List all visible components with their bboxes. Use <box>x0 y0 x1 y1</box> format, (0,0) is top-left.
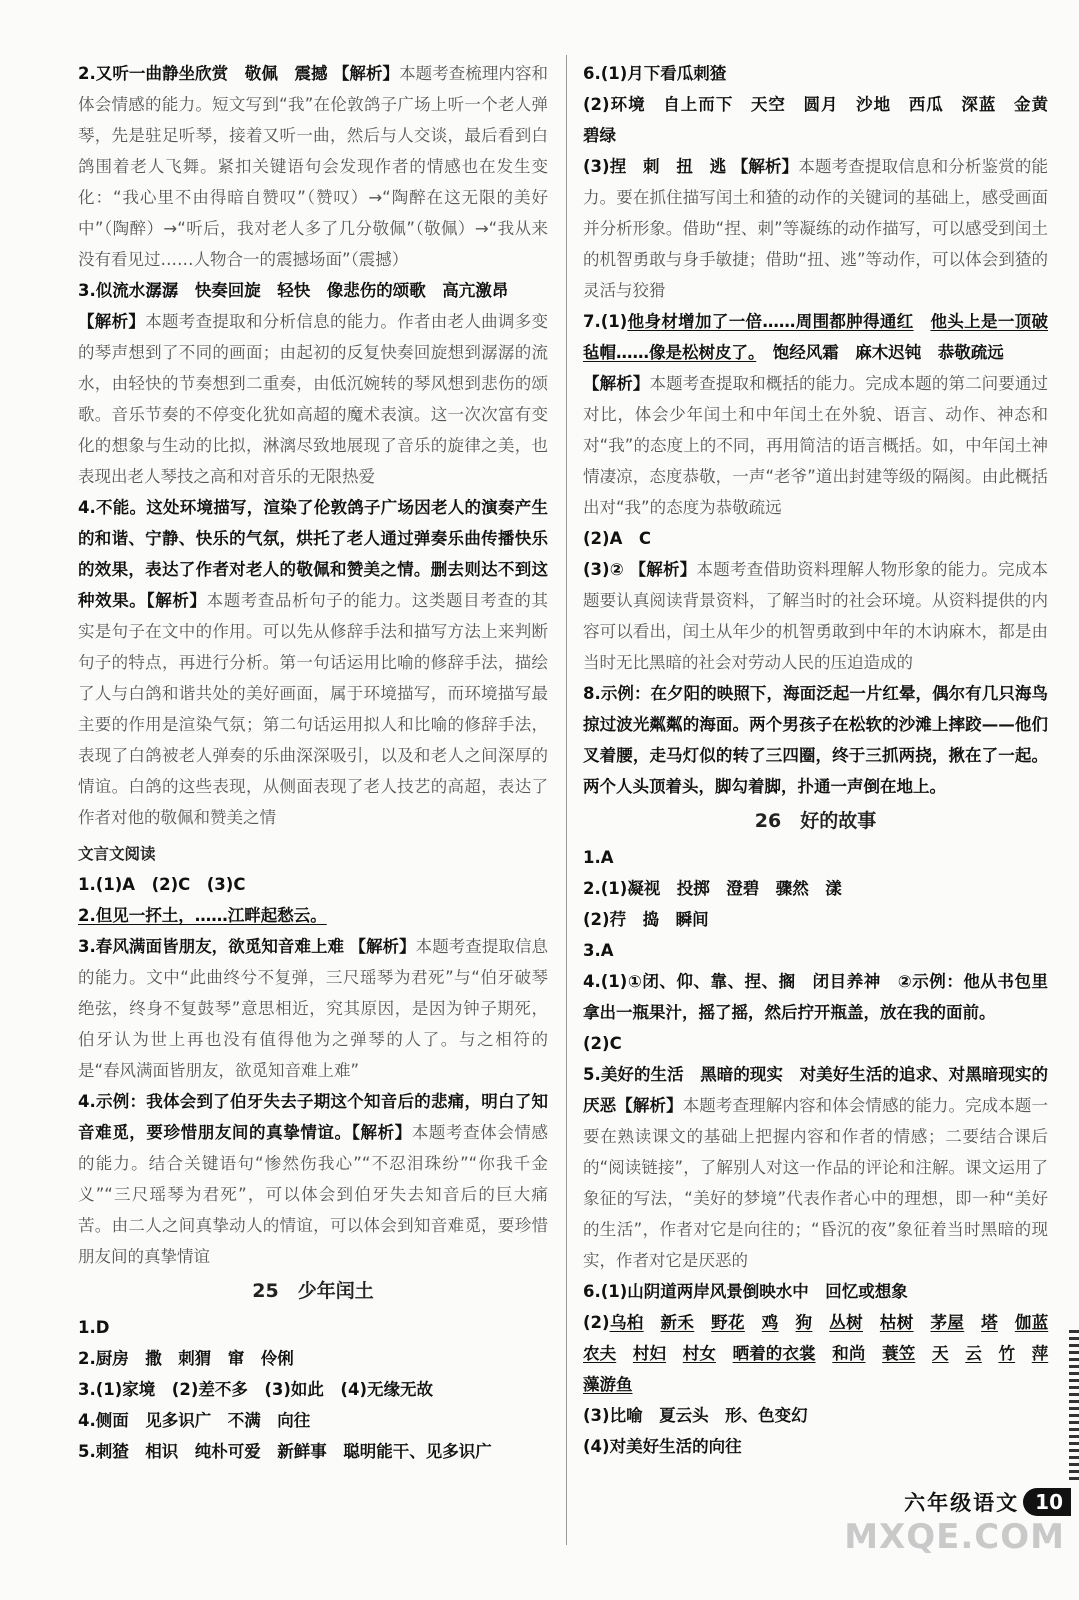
lesson-title-25: 25 少年闰土 <box>252 1280 374 1302</box>
answer-q3: 3.似流水潺潺 快奏回旋 轻快 像悲伤的颂歌 高亢激昂 【解析】本题考查提取和分析信息的能力。作者由老人曲调多变的琴声想到了不同的画面；由起初的反复快奏回旋想到潺潺的流水，由轻快的节奏想到二重奏，由低沉婉转的琴风想到悲伤的颂歌。音乐节奏的不停变化犹如高超的魔术表演。这一次次富有变化的想象与生动的比拟，淋漓尽致地展现了音乐的旋律之美，也表现出老人琴技之高和对音乐的无限热爱 <box>78 281 549 486</box>
footer-grade-subject: 六年级语文 <box>904 1491 1020 1515</box>
answer-25-4: 4.侧面 见多识广 不满 向往 <box>78 1411 311 1430</box>
answer-26-6b: (2)乌桕 新禾 野花 鸡 狗 丛树 枯树 茅屋 塔 伽蓝 农夫 村妇 村女 晒着的衣裳 和尚 蓑笠 天 云 竹 萍藻游鱼 <box>583 1313 1049 1394</box>
answer-26-6d: (4)对美好生活的向往 <box>583 1437 742 1456</box>
left-column <box>78 58 548 1467</box>
page-edge-marker <box>1069 1330 1079 1480</box>
answer-25-3: 3.(1)家境 (2)差不多 (3)如此 (4)无缘无故 <box>78 1380 433 1399</box>
answer-q2: 2.又听一曲静坐欣赏 敬佩 震撼 【解析】本题考查梳理内容和体会情感的能力。短文写到“我”在伦敦鸽子广场上听一个老人弹琴，先是驻足听琴，接着又听一曲，然后与人交谈，最后看到白鸽围着老人飞舞。紧扣关键语句会发现作者的情感也在发生变化：“我心里不由得暗自赞叹”（赞叹）→“陶醉在这无限的美好中”（陶醉）→“听后，我对老人多了几分敬佩”（敬佩）→“我从来没有看见过……人物合一的震撼场面”（震撼） <box>78 64 549 269</box>
answer-26-1: 1.A <box>583 848 614 867</box>
answer-w4: 4.示例：我体会到了伯牙失去子期这个知音后的悲痛，明白了知音难觅，要珍惜朋友间的真挚情谊。【解析】本题考查体会情感的能力。结合关键语句“惨然伤我心”“不忍泪珠纷”“你我千金义”“三尺瑶琴为君死”，可以体会到伯牙失去知音后的巨大痛苦。由二人之间真挚动人的情谊，可以体会到知音难觅，要珍惜朋友间的真挚情谊 <box>78 1092 549 1266</box>
answer-25-1: 1.D <box>78 1318 110 1337</box>
answer-7-1-explain: 【解析】本题考查提取和概括的能力。完成本题的第二问要通过对比，体会少年闰土和中年闰土在外貌、语言、动作、神态和对“我”的态度上的不同，再用简洁的语言概括。如，中年闰土神情凄凉，态度恭敬，一声“老爷”道出封建等级的隔阂。由此概括出对“我”的态度为恭敬疏远 <box>583 374 1049 517</box>
answer-26-6c: (3)比喻 夏云头 形、色变幻 <box>583 1406 808 1425</box>
answer-25-2: 2.厨房 撒 刺猬 窜 伶俐 <box>78 1349 294 1368</box>
answer-26-5: 5.美好的生活 黑暗的现实 对美好生活的追求、对黑暗现实的厌恶【解析】本题考查理解内容和体会情感的能力。完成本题一要在熟读课文的基础上把握内容和作者的情感；二要结合课后的“阅读链接”，了解别人对这一作品的评论和注解。课文运用了象征的写法，“美好的梦境”代表作者心中的理想，即一种“美好的生活”，作者对它是向往的；“昏沉的夜”象征着当时黑暗的现实，作者对它是厌恶的 <box>583 1065 1049 1270</box>
page-footer <box>904 1487 1071 1517</box>
column-divider <box>566 55 567 1545</box>
answer-w2: 2.但见一抔土，……江畔起愁云。 <box>78 906 327 925</box>
answer-26-6a: 6.(1)山阴道两岸风景倒映水中 回忆或想象 <box>583 1282 908 1301</box>
answer-6-1: 6.(1)月下看瓜刺猹 <box>583 64 727 83</box>
answer-7-2: (2)A C <box>583 529 651 548</box>
answer-6-2: (2)环境 自上而下 天空 圆月 沙地 西瓜 深蓝 金黄 碧绿 <box>583 95 1065 145</box>
answer-26-2b: (2)荇 捣 瞬间 <box>583 910 709 929</box>
answer-26-4b: (2)C <box>583 1034 622 1053</box>
answer-6-3: (3)捏 刺 扭 逃 【解析】本题考查提取信息和分析鉴赏的能力。要在抓住描写闰土和猹的动作的关键词的基础上，感受画面并分析形象。借助“捏、刺”等凝练的动作描写，可以感受到闰土的机智勇敢与身手敏捷；借助“扭、逃”等动作，可以体会到猹的灵活与狡猾 <box>583 157 1049 300</box>
answer-26-2a: 2.(1)凝视 投掷 澄碧 骤然 漾 <box>583 879 842 898</box>
answer-w3: 3.春风满面皆朋友，欲觅知音难上难 【解析】本题考查提取信息的能力。文中“此曲终兮不复弹，三尺瑶琴为君死”与“伯牙破琴绝弦，终身不复鼓琴”意思相近，究其原因，是因为钟子期死，伯牙认为世上再也没有值得他为之弹琴的人了。与之相符的是“春风满面皆朋友，欲觅知音难上难” <box>78 937 549 1080</box>
answer-7-1: 7.(1)他身材增加了一倍……周围都肿得通红 他头上是一顶破毡帽……像是松树皮了。 饱经风霜 麻木迟钝 恭敬疏远 <box>583 312 1049 362</box>
answer-26-3: 3.A <box>583 941 614 960</box>
page-number: 10 <box>1023 1488 1071 1516</box>
answer-26-4a: 4.(1)①闭、仰、靠、捏、搁 闭目养神 ②示例：他从书包里拿出一瓶果汁，摇了摇，然后拧开瓶盖，放在我的面前。 <box>583 972 1048 1022</box>
section-title-classical: 文言文阅读 <box>78 845 156 863</box>
watermark: MXQE.COM <box>844 1517 1065 1557</box>
answer-25-5: 5.刺猹 相识 纯朴可爱 新鲜事 聪明能干、见多识广 <box>78 1442 492 1461</box>
answer-8: 8.示例：在夕阳的映照下，海面泛起一片红晕，偶尔有几只海鸟掠过波光粼粼的海面。两个男孩子在松软的沙滩上摔跤——他们叉着腰，走马灯似的转了三四圈，终于三抓两挠，揪在了一起。两个人头顶着头，脚勾着脚，扑通一声倒在地上。 <box>583 684 1048 796</box>
lesson-title-26: 26 好的故事 <box>754 810 877 832</box>
right-column <box>583 58 1065 1462</box>
answer-q4: 4.不能。这处环境描写，渲染了伦敦鸽子广场因老人的演奏产生的和谐、宁静、快乐的气氛，烘托了老人通过弹奏乐曲传播快乐的效果，表达了作者对老人的敬佩和赞美之情。删去则达不到这种效果。【解析】本题考查品析句子的能力。这类题目考查的其实是句子在文中的作用。可以先从修辞手法和描写方法上来判断句子的特点，再进行分析。第一句话运用比喻的修辞手法，描绘了人与白鸽和谐共处的美好画面，属于环境描写，而环境描写最主要的作用是渲染气氛；第二句话运用拟人和比喻的修辞手法，表现了白鸽被老人弹奏的乐曲深深吸引，以及和老人之间深厚的情谊。白鸽的这些表现，从侧面表现了老人技艺的高超，表达了作者对他的敬佩和赞美之情 <box>78 498 549 827</box>
answer-w1: 1.(1)A (2)C (3)C <box>78 875 246 894</box>
answer-7-3: (3)② 【解析】本题考查借助资料理解人物形象的能力。完成本题要认真阅读背景资料，了解当时的社会环境。从资料提供的内容可以看出，闰土从年少的机智勇敢到中年的木讷麻木，都是由当时无比黑暗的社会对劳动人民的压迫造成的 <box>583 560 1048 672</box>
